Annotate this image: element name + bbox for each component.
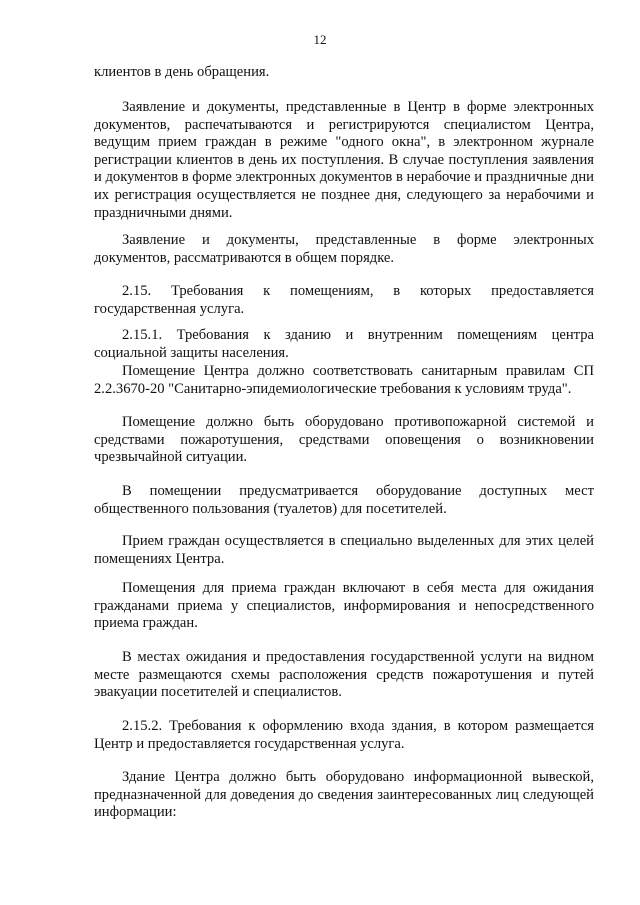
paragraph-reception-premises: Прием граждан осуществляется в специально выделенных для этих целей помещениях Центра. (94, 533, 594, 567)
paragraph-information-sign: Здание Центра должно быть оборудовано информационной вывеской, предназначенной для доведения до сведения заинтересованных лиц следующей информации: (94, 769, 594, 821)
paragraph-electronic-registration: Заявление и документы, представленные в Центр в форме электронных документов, распечатываются и регистрируются специалистом Центра, ведущим прием граждан в режиме "одного окна", в электронном журнале регистрации клиентов в день их поступления. В случае поступления заявления и документов в форме электронных документов в нерабочие и праздничные дни их регистрация осуществляется не позднее дня, следующего за нерабочими и праздничными днями. (94, 99, 594, 221)
paragraph-public-facilities: В помещении предусматривается оборудование доступных мест общественного пользования (туалетов) для посетителей. (94, 483, 594, 517)
paragraph-fire-safety: Помещение должно быть оборудовано противопожарной системой и средствами пожаротушения, средствами оповещения о возникновении чрезвычайной ситуации. (94, 414, 594, 466)
paragraph-sanitary-rules: Помещение Центра должно соответствовать санитарным правилам СП 2.2.3670-20 "Санитарно-эпидемиологические требования к условиям труда". (94, 363, 594, 397)
section-heading-2-15-2: 2.15.2. Требования к оформлению входа здания, в котором размещается Центр и предоставляется государственная услуга. (94, 718, 594, 752)
paragraph-evacuation-plans: В местах ожидания и предоставления государственной услуги на видном месте размещаются схемы расположения средств пожаротушения и путей эвакуации посетителей и специалистов. (94, 649, 594, 701)
page-number: 12 (313, 32, 327, 47)
paragraph-general-order: Заявление и документы, представленные в форме электронных документов, рассматриваются в общем порядке. (94, 232, 594, 266)
paragraph-waiting-areas: Помещения для приема граждан включают в себя места для ожидания гражданами приема у специалистов, информирования и непосредственного приема граждан. (94, 580, 594, 632)
paragraph-continuation: клиентов в день обращения. (94, 64, 270, 80)
section-heading-2-15-1: 2.15.1. Требования к зданию и внутренним помещениям центра социальной защиты населения. (94, 327, 594, 361)
section-heading-2-15: 2.15. Требования к помещениям, в которых предоставляется государственная услуга. (94, 283, 594, 317)
